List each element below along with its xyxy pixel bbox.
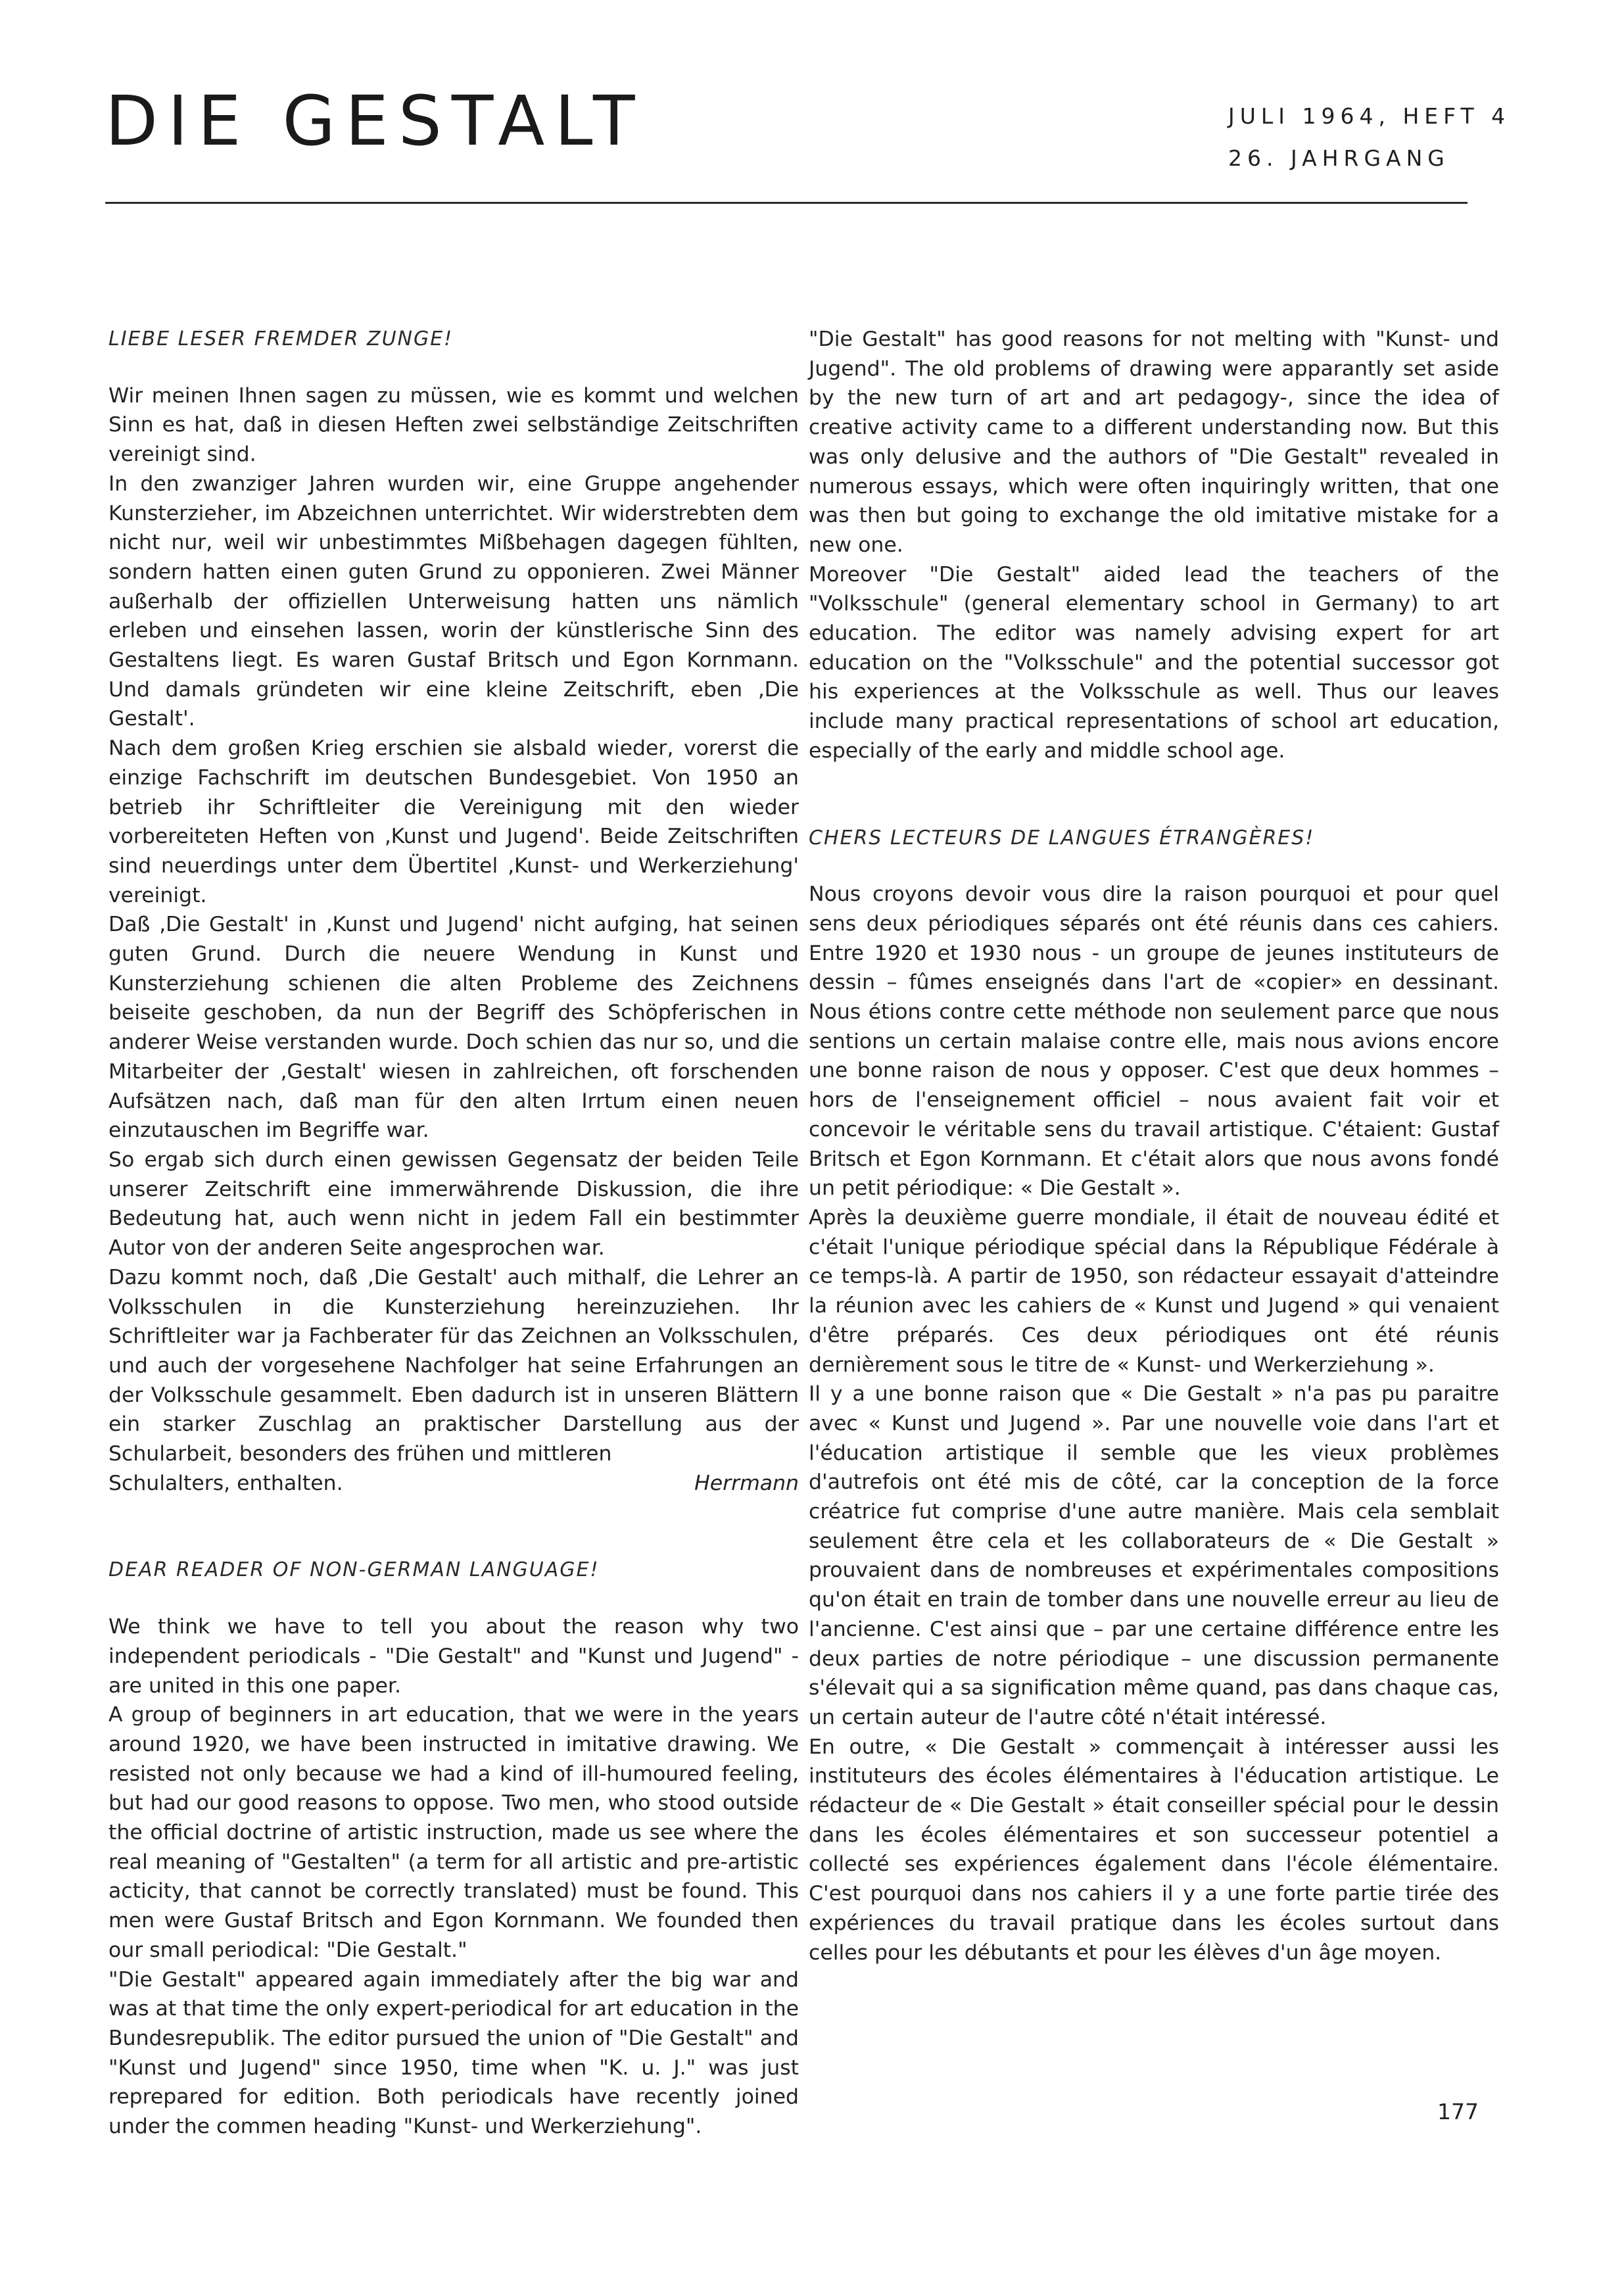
french-paragraph: Il y a une bonne raison que « Die Gestalt » n'a pas pu paraitre avec « Kunst und Jugend ». Par une nouvelle voie dans l'art et l'éducation artistique il semble que les vieux problèmes d'autrefois ont été mis de côté, car la conception de la force créatrice fut comprise d'une autre manière. Mais cela semblait seulement être cela et les collaborateurs de « Die Gestalt » prouvaient dans de nombreuses et expérimentales compositions qu'on était en train de tomber dans une nouvelle erreur au lieu de l'ancienne. C'est ainsi que – par une certaine différence entre les deux parties de notre périodique – une discussion permanente s'élevait qui a sa signification même quand, pas dans chaque cas, un certain auteur de l'autre côté n'était intéressé. <box>809 1382 1499 1729</box>
english-paragraph: "Die Gestalt" appeared again immediately after the big war and was at that time the only expert-periodical for art education in the Bundesrepublik. The editor pursued the union of "Die Gestalt" and "Kunst und Jugend" since 1950, time when "K. u. J." was just reprepared for edition. Both periodicals have recently joined under the commen heading "Kunst- und Werkerziehung". <box>108 1967 799 2139</box>
author-signature: Herrmann <box>694 1471 799 1495</box>
german-paragraph: Wir meinen Ihnen sagen zu müssen, wie es kommt und welchen Sinn es hat, daß in diesen Heften zwei selbständige Zeitschriften vereinigt sind. <box>108 383 799 467</box>
german-paragraph: Nach dem großen Krieg erschien sie alsbald wieder, vorerst die einzige Fachschrift im deutschen Bundesgebiet. Von 1950 an betrieb ihr Schriftleiter die Vereinigung mit den wieder vorbereiteten Heften von ‚Kunst und Jugend'. Beide Zeitschriften sind neuerdings unter dem Übertitel ‚Kunst- und Werkerziehung' vereinigt. <box>108 736 799 907</box>
masthead-rule <box>105 202 1468 204</box>
issue-date: JULI 1964, HEFT 4 <box>1228 103 1511 129</box>
german-section <box>108 325 799 1498</box>
english-paragraph: Moreover "Die Gestalt" aided lead the teachers of the "Volksschule" (general elementary school in Germany) to art education. The editor was namely advising expert for art education on the "Volksschule" and the potential successor got his experiences at the Volksschule as well. Thus our leaves include many practical representations of school art education, especially of the early and middle school age. <box>809 562 1499 763</box>
page-number: 177 <box>1437 2099 1479 2124</box>
english-paragraph: "Die Gestalt" has good reasons for not melting with "Kunst- und Jugend". The old problems of drawing were apparantly set aside by the new turn of art and art pedagogy-, since the idea of creative activity came to a different understanding now. But this was only delusive and the authors of "Die Gestalt" revealed in numerous essays, which were often inquiringly written, that one was then but going to exchange the old imitative mistake for a new one. <box>809 327 1499 557</box>
issue-info <box>1228 95 1510 180</box>
french-paragraph: Après la deuxième guerre mondiale, il était de nouveau édité et c'était l'unique périodique spécial dans la République Fédérale à ce temps-là. A partir de 1950, son rédacteur essayait d'atteindre la réunion avec les cahiers de « Kunst und Jugend » qui venaient d'être préparés. Ces deux périodiques ont été réunis dernièrement sous le titre de « Kunst- und Werkerziehung ». <box>809 1205 1499 1377</box>
english-paragraph: A group of beginners in art education, that we were in the years around 1920, we have been instructed in imitative drawing. We resisted not only because we had a kind of ill-humoured feeling, but had our good reasons to oppose. Two men, who stood outside the official doctrine of artistic instruction, made us see where the real meaning of "Gestalten" (a term for all artistic and pre-artistic acticity, that cannot be correctly translated) must be found. This men were Gustaf Britsch and Egon Kornmann. We founded then our small periodical: "Die Gestalt." <box>108 1703 799 1962</box>
english-heading: DEAR READER OF NON-GERMAN LANGUAGE! <box>108 1558 600 1582</box>
french-section <box>809 824 1499 1968</box>
english-section <box>108 1556 799 2141</box>
german-heading: LIEBE LESER FREMDER ZUNGE! <box>108 327 454 350</box>
german-paragraph: So ergab sich durch einen gewissen Gegensatz der beiden Teile unserer Zeitschrift eine immerwährende Diskussion, die ihre Bedeutung hat, auch wenn nicht in jedem Fall ein bestimmter Autor von der anderen Seite angesprochen war. <box>108 1147 799 1260</box>
volume-number: 26. JAHRGANG <box>1228 145 1450 171</box>
german-paragraph: Dazu kommt noch, daß ‚Die Gestalt' auch mithalf, die Lehrer an Volksschulen in die Kunsterziehung hereinzuziehen. Ihr Schriftleiter war ja Fachberater für das Zeichnen an Volksschulen, und auch der vorgesehene Nachfolger hat seine Erfahrungen an der Volksschule gesammelt. Eben dadurch ist in unseren Blättern ein starker Zuschlag an praktischer Darstellung aus der Schularbeit, besonders des frühen und mittleren <box>108 1265 799 1466</box>
german-closing-text: Schulalters, enthalten. <box>108 1471 343 1495</box>
english-section-continued <box>809 325 1499 766</box>
german-paragraph: In den zwanziger Jahren wurden wir, eine Gruppe angehender Kunsterzieher, im Abzeichnen unterrichtet. Wir widerstrebten dem nicht nur, weil wir unbestimmtes Mißbehagen dagegen fühlten, sondern hatten einen guten Grund zu opponieren. Zwei Männer außerhalb der offiziellen Unterweisung hatten uns nämlich erleben und einsehen lassen, worin der künstlerische Sinn des Gestaltens liegt. Es waren Gustaf Britsch und Egon Kornmann. Und damals gründeten wir eine kleine Zeitschrift, eben ‚Die Gestalt'. <box>108 471 799 731</box>
french-paragraph: Nous croyons devoir vous dire la raison pourquoi et pour quel sens deux périodiques séparés ont été réunis dans ces cahiers. Entre 1920 et 1930 nous - un groupe de jeunes instituteurs de dessin – fûmes enseignés dans l'art de «copier» en dessinant. Nous étions contre cette méthode non seulement parce que nous sentions un certain malaise contre elle, mais nous avions encore une bonne raison de nous y opposer. C'est que deux hommes – hors de l'enseignement officiel – nous avaient fait voir et concevoir le véritable sens du travail artistique. C'étaient: Gustaf Britsch et Egon Kornmann. Et c'était alors que nous avons fondé un petit périodique: « Die Gestalt ». <box>809 882 1499 1201</box>
german-paragraph: Daß ‚Die Gestalt' in ‚Kunst und Jugend' nicht aufging, hat seinen guten Grund. Durch die neuere Wendung in Kunst und Kunsterziehung schienen die alten Probleme des Zeichnens beiseite geschoben, da nun der Begriff des Schöpferischen in anderer Weise verstanden wurde. Doch schien das nur so, und die Mitarbeiter der ‚Gestalt' wiesen in zahlreichen, oft forschenden Aufsätzen nach, daß man für den alten Irrtum einen neuen einzutauschen im Begriffe war. <box>108 913 799 1143</box>
left-column <box>108 325 799 2142</box>
french-paragraph: En outre, « Die Gestalt » commençait à intéresser aussi les instituteurs des écoles élémentaires à l'éducation artistique. Le rédacteur de « Die Gestalt » était conseiller spécial pour le dessin dans les écoles élémentaires et son successeur potentiel a collecté ses expériences également dans l'école élémentaire. C'est pourquoi dans nos cahiers il y a une forte partie tirée des expériences du travail pratique dans les écoles surtout dans celles pour les débutants et pour les élèves d'un âge moyen. <box>809 1735 1499 1965</box>
german-closing <box>108 1469 799 1499</box>
journal-title: DIE GESTALT <box>105 81 645 161</box>
right-column <box>809 325 1499 1967</box>
english-paragraph: We think we have to tell you about the reason why two independent periodicals - "Die Gestalt" and "Kunst und Jugend" - are united in this one paper. <box>108 1615 799 1698</box>
french-heading: CHERS LECTEURS DE LANGUES ÉTRANGÈRES! <box>809 826 1315 850</box>
